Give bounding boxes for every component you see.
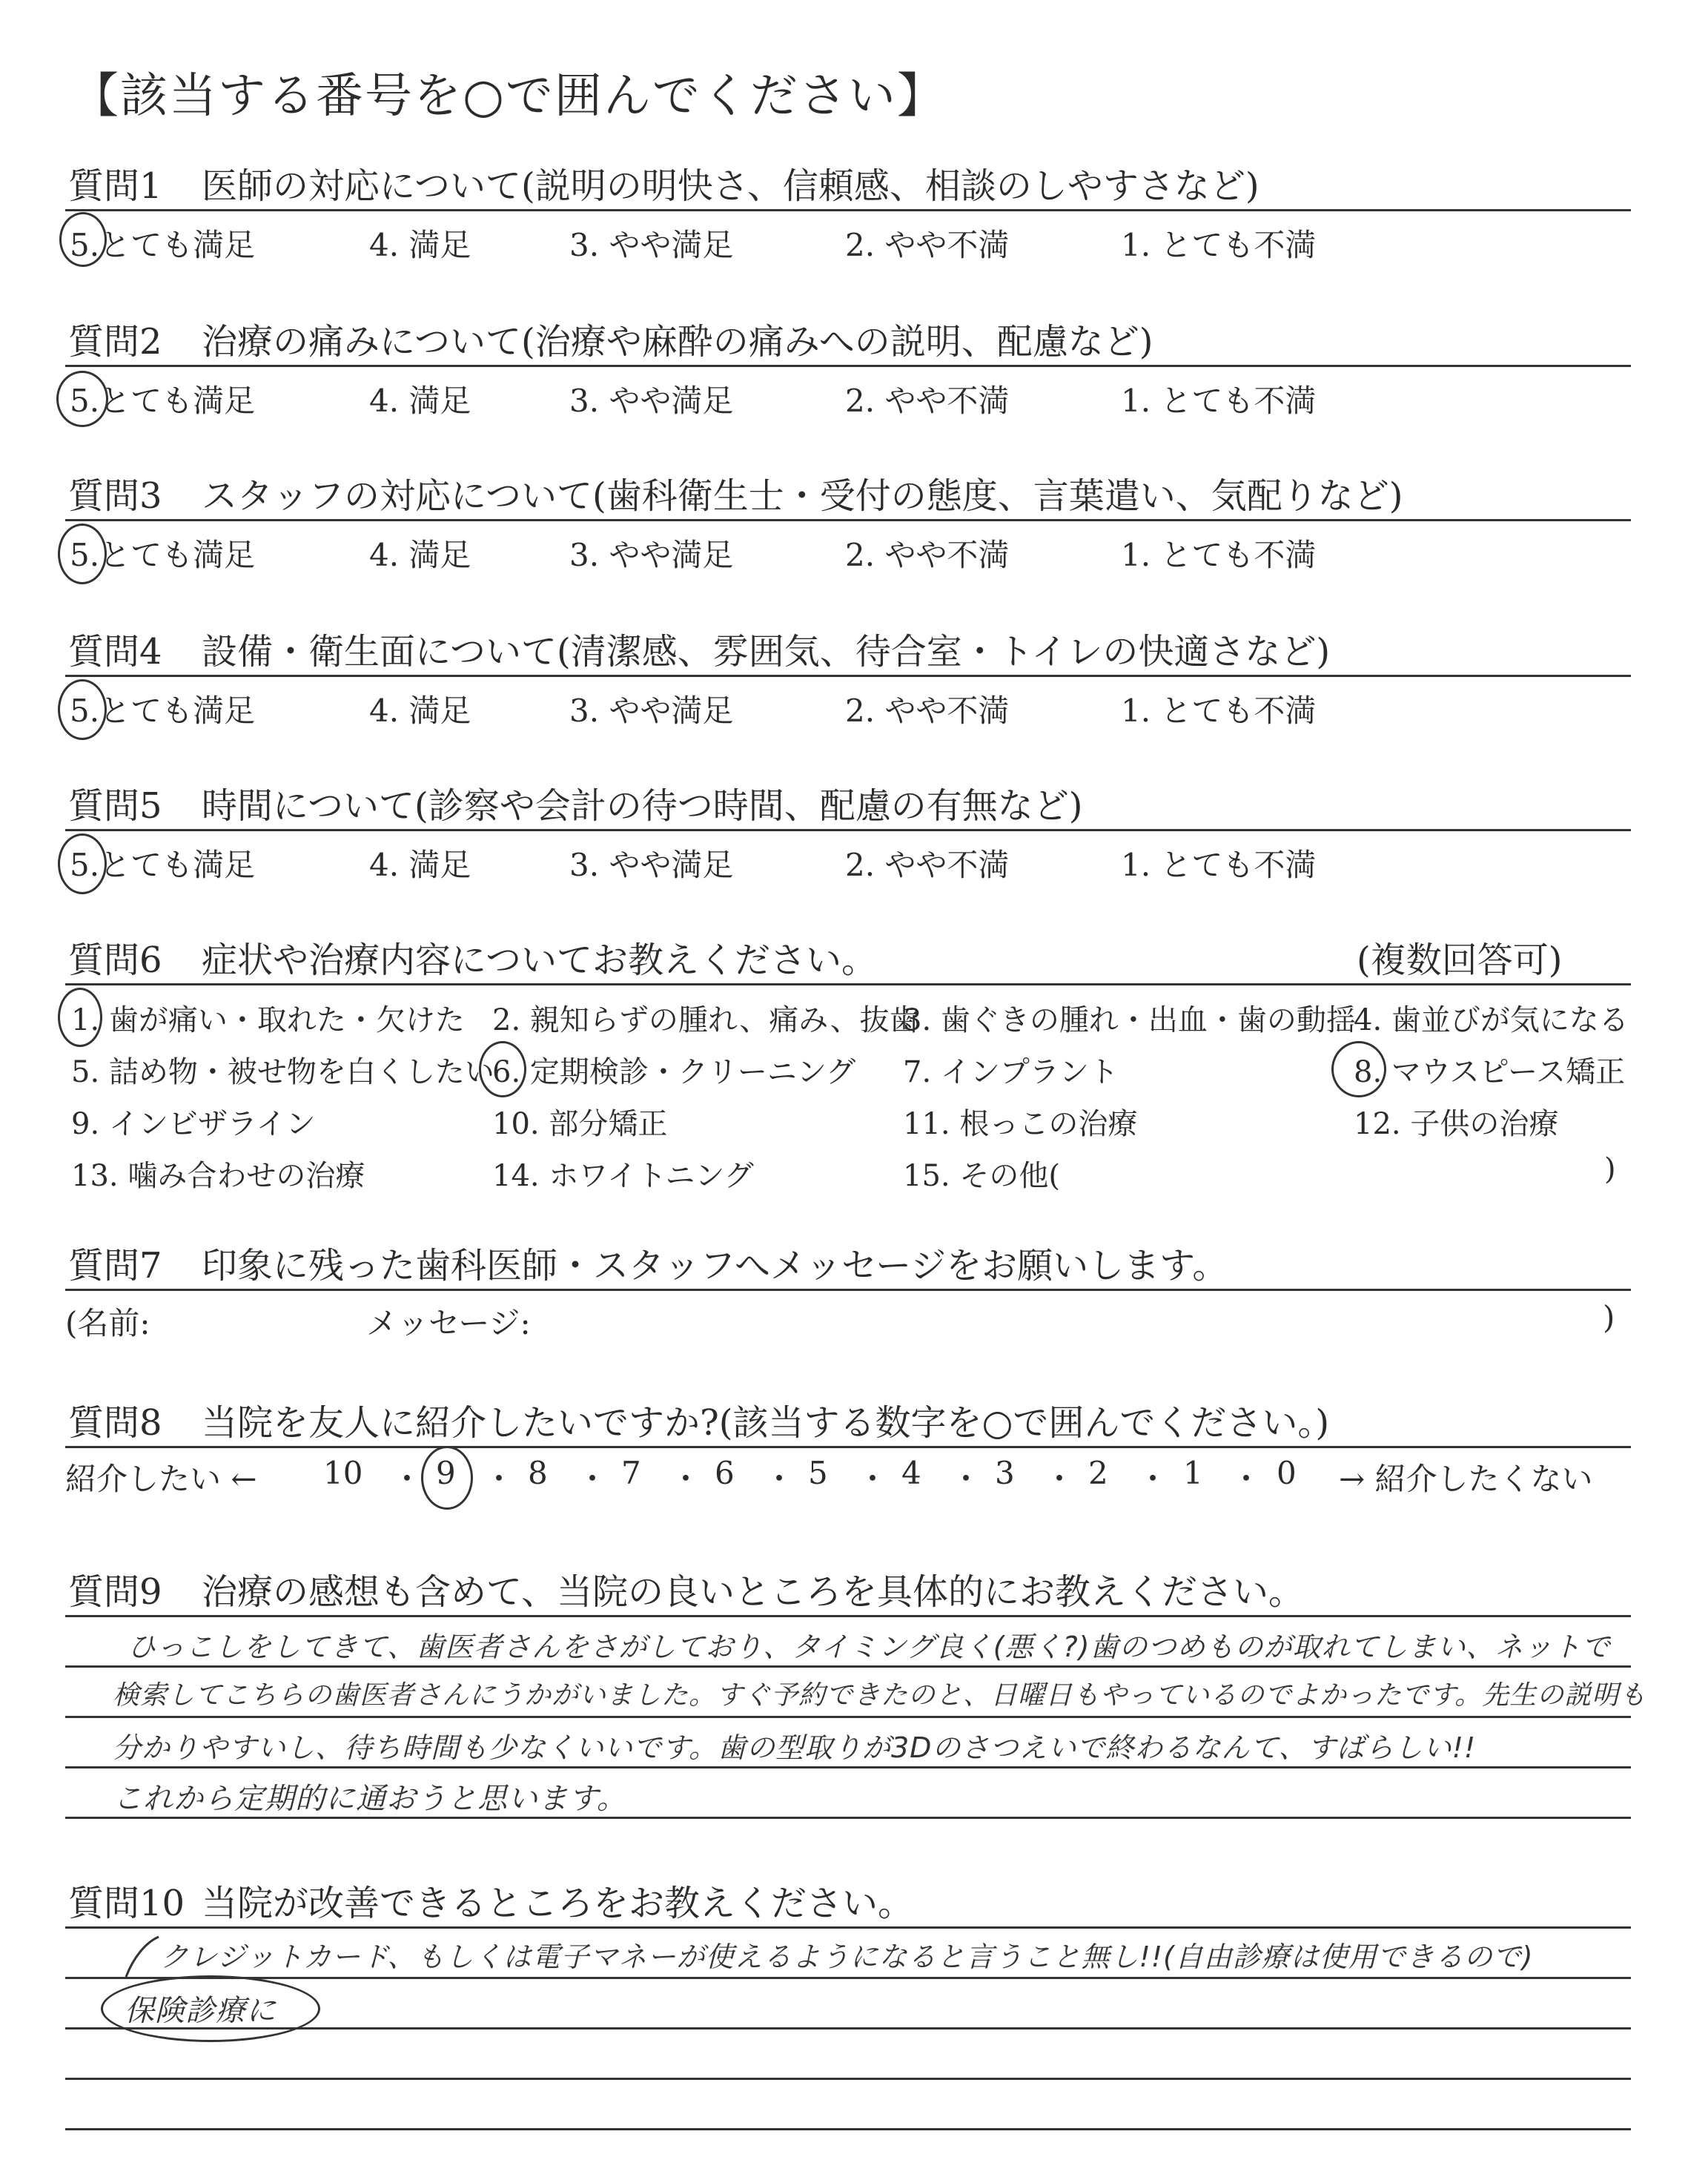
q6-item-1[interactable]: 1. 歯が痛い・取れた・欠けた — [71, 1003, 465, 1037]
q9-text: 治療の感想も含めて、当院の良いところを具体的にお教えください。 — [202, 1571, 1305, 1613]
q8-num-1[interactable]: 1 — [1183, 1455, 1203, 1491]
q3-opt-5[interactable]: 5.とても満足 — [70, 537, 256, 573]
q2-opt-1[interactable]: 1. とても不満 — [1121, 383, 1317, 419]
q8-sep: ・ — [1044, 1461, 1076, 1497]
q8-num-4[interactable]: 4 — [901, 1455, 921, 1491]
q6-item-5[interactable]: 5. 詰め物・被せ物を白くしたい — [71, 1055, 494, 1089]
q5-opt-2[interactable]: 2. やや不満 — [845, 847, 1010, 883]
q8-sep: ・ — [577, 1461, 609, 1497]
q3-text: スタッフの対応について(歯科衛生士・受付の態度、言葉遣い、気配りなど) — [202, 475, 1403, 517]
q8-num-8[interactable]: 8 — [528, 1455, 548, 1491]
q7-text: 印象に残った歯科医師・スタッフへメッセージをお願いします。 — [202, 1245, 1228, 1287]
q4-opt-5[interactable]: 5.とても満足 — [70, 693, 256, 729]
q8-sep: ・ — [391, 1461, 423, 1497]
q8-right-label: → 紹介したくない — [1339, 1461, 1593, 1497]
q9-answer-line-2: 検索してこちらの歯医者さんにうかがいました。すぐ予約できたのと、日曜日もやっているのでよかったです。先生の説明も — [113, 1680, 1647, 1711]
q1-opt-1[interactable]: 1. とても不満 — [1121, 227, 1317, 263]
q3-opt-1[interactable]: 1. とても不満 — [1121, 537, 1317, 573]
q5-opt-4[interactable]: 4. 満足 — [369, 847, 471, 883]
q6-item-6[interactable]: 6. 定期検診・クリーニング — [492, 1055, 856, 1089]
q10-insert-caret — [126, 1937, 159, 1977]
q8-sep: ・ — [857, 1461, 889, 1497]
q8-num-2[interactable]: 2 — [1088, 1455, 1108, 1491]
q2-opt-5[interactable]: 5.とても満足 — [70, 383, 256, 419]
q6-item-7[interactable]: 7. インプラント — [903, 1055, 1119, 1089]
q3-opt-3[interactable]: 3. やや満足 — [569, 537, 734, 573]
q9-answer-line-4: これから定期的に通おうと思います。 — [113, 1782, 627, 1816]
q10-answer-line-1: クレジットカード、もしくは電子マネーが使えるようになると言うこと無し!!(自由診療は使用できるので) — [160, 1941, 1534, 1973]
q9-answer-line-3: 分かりやすいし、待ち時間も少なくいいです。歯の型取りが3Dのさつえいで終わるなんて、すばらしい!! — [113, 1731, 1477, 1764]
q5-label: 質問5 — [68, 785, 162, 827]
q5-opt-1[interactable]: 1. とても不満 — [1121, 847, 1317, 883]
q8-label: 質問8 — [68, 1402, 162, 1444]
q8-sep: ・ — [483, 1461, 515, 1497]
q1-text: 医師の対応について(説明の明快さ、信頼感、相談のしやすさなど) — [202, 165, 1260, 207]
q8-num-0[interactable]: 0 — [1277, 1455, 1297, 1491]
q2-text: 治療の痛みについて(治療や麻酔の痛みへの説明、配慮など) — [202, 321, 1153, 363]
q6-item-13[interactable]: 13. 噛み合わせの治療 — [71, 1159, 365, 1193]
q7-message-label: メッセージ: — [366, 1305, 531, 1341]
q9-label: 質問9 — [68, 1571, 162, 1613]
q6-item-15[interactable]: 15. その他( — [903, 1159, 1060, 1193]
q9-answer-line-1: ひっこしをしてきて、歯医者さんをさがしており、タイミング良く(悪く?)歯のつめものが取れてしまい、ネットで — [128, 1631, 1611, 1663]
q5-opt-3[interactable]: 3. やや満足 — [569, 847, 734, 883]
q2-opt-3[interactable]: 3. やや満足 — [569, 383, 734, 419]
q8-text: 当院を友人に紹介したいですか?(該当する数字を○で囲んでください。) — [202, 1402, 1330, 1444]
q4-opt-2[interactable]: 2. やや不満 — [845, 693, 1010, 729]
q10-answer-insert: 保険診療に — [125, 1994, 277, 2028]
q1-label: 質問1 — [68, 165, 162, 207]
q2-label: 質問2 — [68, 321, 162, 363]
q8-sep: ・ — [670, 1461, 702, 1497]
q4-opt-1[interactable]: 1. とても不満 — [1121, 693, 1317, 729]
q1-opt-3[interactable]: 3. やや満足 — [569, 227, 734, 263]
q4-opt-4[interactable]: 4. 満足 — [369, 693, 471, 729]
q6-item-8[interactable]: 8. マウスピース矯正 — [1354, 1055, 1626, 1089]
q7-close-paren: ) — [1603, 1299, 1615, 1335]
page-title: 【該当する番号を○で囲んでください】 — [71, 69, 946, 124]
q4-text: 設備・衛生面について(清潔感、雰囲気、待合室・トイレの快適さなど) — [202, 631, 1331, 673]
q3-opt-2[interactable]: 2. やや不満 — [845, 537, 1010, 573]
q8-num-7[interactable]: 7 — [621, 1455, 641, 1491]
q8-sep: ・ — [764, 1461, 795, 1497]
q3-label: 質問3 — [68, 475, 162, 517]
q10-text: 当院が改善できるところをお教えください。 — [202, 1883, 914, 1924]
q8-num-3[interactable]: 3 — [995, 1455, 1015, 1491]
q4-opt-3[interactable]: 3. やや満足 — [569, 693, 734, 729]
q1-opt-5[interactable]: 5.とても満足 — [70, 227, 256, 263]
q7-label: 質問7 — [68, 1245, 162, 1287]
q8-num-10[interactable]: 10 — [323, 1455, 363, 1491]
q6-item-15-close: ) — [1604, 1152, 1616, 1186]
q8-left-label: 紹介したい ← — [65, 1461, 257, 1497]
q1-opt-4[interactable]: 4. 満足 — [369, 227, 471, 263]
q1-opt-2[interactable]: 2. やや不満 — [845, 227, 1010, 263]
q8-num-6[interactable]: 6 — [715, 1455, 735, 1491]
q6-item-11[interactable]: 11. 根っこの治療 — [903, 1107, 1138, 1141]
q8-num-5[interactable]: 5 — [808, 1455, 828, 1491]
q10-label: 質問10 — [68, 1883, 185, 1924]
q6-item-2[interactable]: 2. 親知らずの腫れ、痛み、抜歯 — [492, 1003, 919, 1037]
q5-opt-5[interactable]: 5.とても満足 — [70, 847, 256, 883]
q8-num-9[interactable]: 9 — [436, 1455, 456, 1491]
q7-name-label: (名前: — [65, 1305, 150, 1341]
q5-text: 時間について(診察や会計の待つ時間、配慮の有無など) — [202, 785, 1083, 827]
q2-opt-4[interactable]: 4. 満足 — [369, 383, 471, 419]
q6-item-9[interactable]: 9. インビザライン — [71, 1107, 316, 1141]
q6-item-10[interactable]: 10. 部分矯正 — [492, 1107, 668, 1141]
q6-item-14[interactable]: 14. ホワイトニング — [492, 1159, 754, 1193]
q6-text: 症状や治療内容についてお教えください。 — [202, 939, 878, 981]
q6-item-12[interactable]: 12. 子供の治療 — [1354, 1107, 1559, 1141]
q4-label: 質問4 — [68, 631, 162, 673]
q6-note: (複数回答可) — [1357, 939, 1563, 981]
q8-sep: ・ — [1231, 1461, 1262, 1497]
q8-sep: ・ — [950, 1461, 982, 1497]
q8-sep: ・ — [1137, 1461, 1169, 1497]
q6-label: 質問6 — [68, 939, 162, 981]
q2-opt-2[interactable]: 2. やや不満 — [845, 383, 1010, 419]
q6-item-4[interactable]: 4. 歯並びが気になる — [1354, 1003, 1629, 1037]
q3-opt-4[interactable]: 4. 満足 — [369, 537, 471, 573]
q6-item-3[interactable]: 3. 歯ぐきの腫れ・出血・歯の動揺 — [903, 1003, 1356, 1037]
